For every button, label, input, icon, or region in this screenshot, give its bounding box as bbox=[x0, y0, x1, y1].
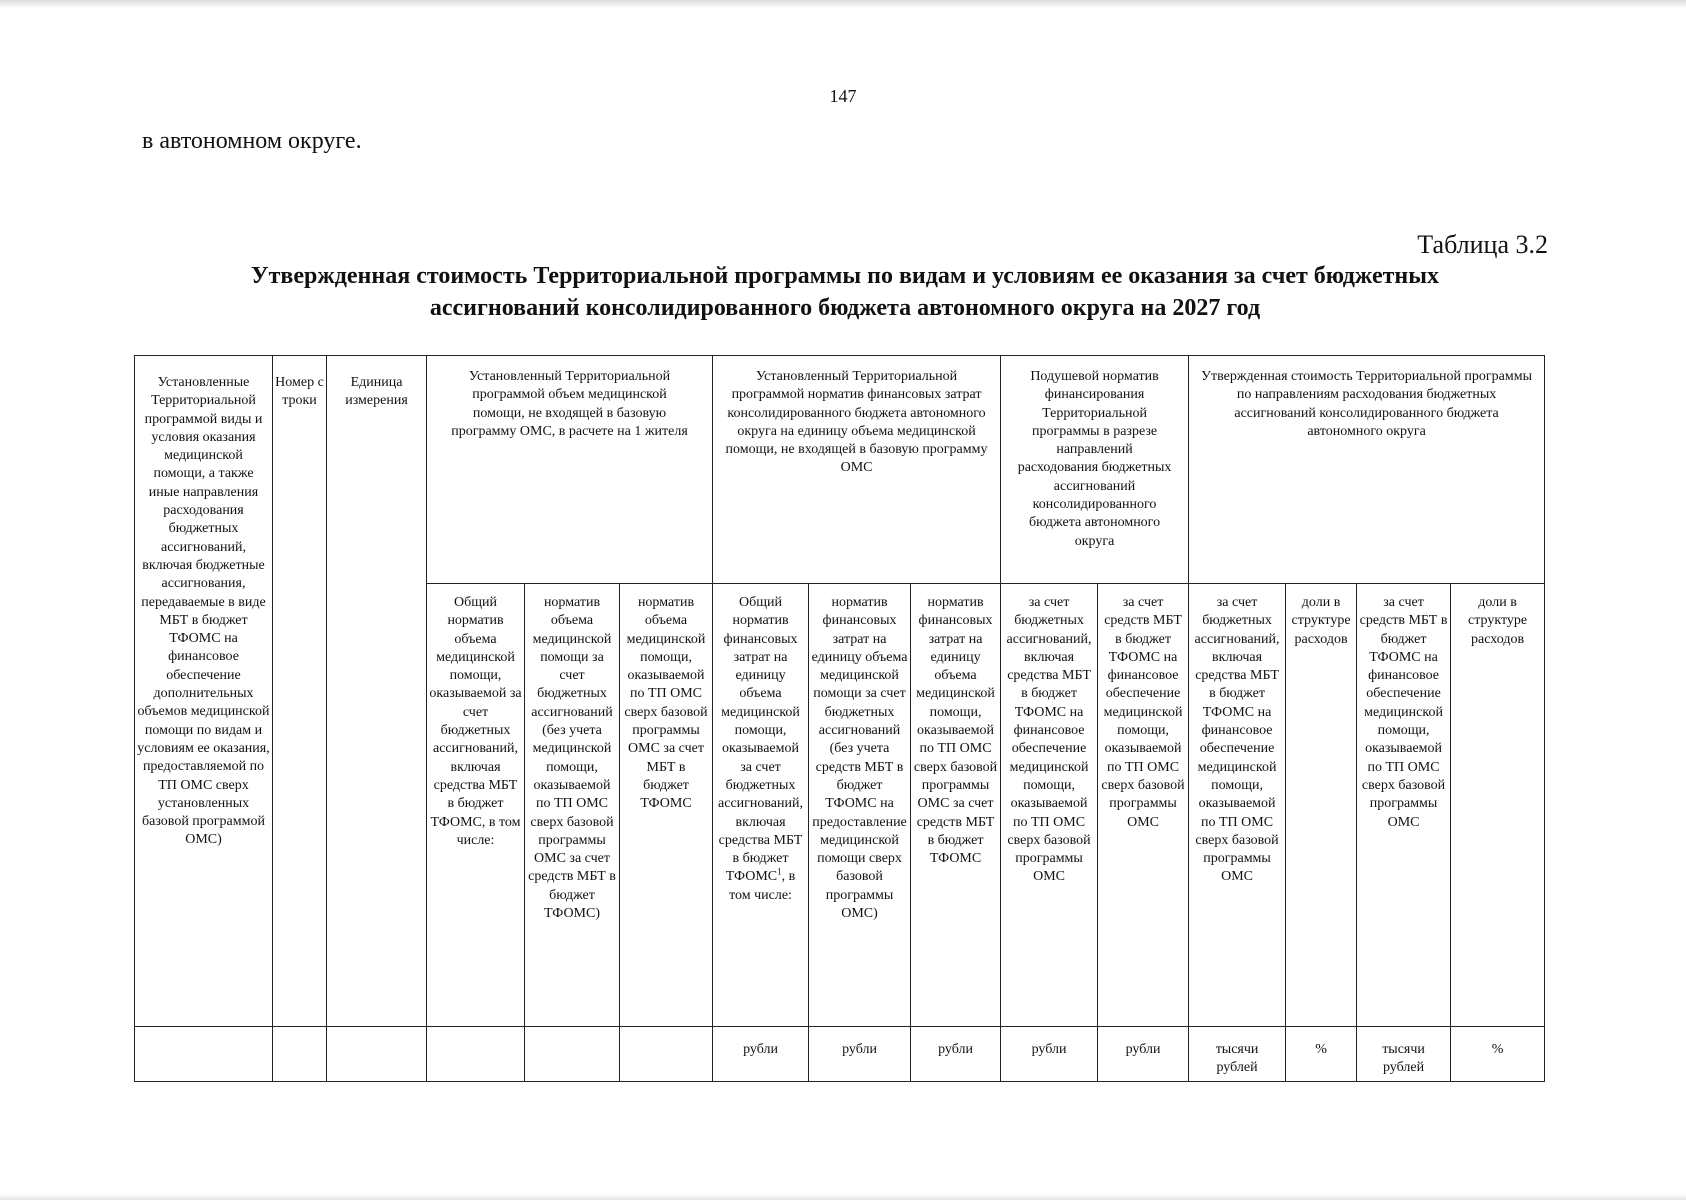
unit-g2-budget-cost: рубли bbox=[809, 1027, 911, 1082]
unit-cell-empty bbox=[620, 1027, 713, 1082]
header-g1-mbt-volume: норматив объема медицинской помощи, оказываемой по ТП ОМС сверх базовой программы ОМС за счет МБТ в бюджет ТФОМС bbox=[620, 584, 713, 1027]
header-row-groups bbox=[135, 356, 1545, 584]
header-unit: Единица измерения bbox=[327, 356, 427, 1027]
unit-g4-budget: тысячи рублей bbox=[1189, 1027, 1286, 1082]
unit-g3-budget: рубли bbox=[1001, 1027, 1098, 1082]
header-row-number: Номер строки bbox=[273, 356, 327, 1027]
cost-table bbox=[134, 355, 1545, 1082]
header-group-per-capita: Подушевой норматив финансирования Территориальной программы в разрезе направлений расходования бюджетных ассигнований консолидированного бюджета автономного округа bbox=[1001, 356, 1189, 584]
units-row bbox=[135, 1027, 1545, 1082]
page-number: 147 bbox=[829, 86, 857, 106]
unit-cell-empty bbox=[427, 1027, 525, 1082]
header-g3-mbt: за счет средств МБТ в бюджет ТФОМС на финансовое обеспечение медицинской помощи, оказываемой по ТП ОМС сверх базовой программы ОМС bbox=[1098, 584, 1189, 1027]
header-g2-total-cost bbox=[713, 584, 809, 1027]
header-service-types: Установленные Территориальной программой виды и условия оказания медицинской помощи, а также иные направления расходования бюджетных ассигнований, включая бюджетные ассигнования, передаваемые в виде МБТ в бюджет ТФОМС на финансовое обеспечение дополнительных объемов медицинской помощи по видам и условиям ее оказания, предоставляемой по ТП ОМС сверх установленных базовой программой ОМС) bbox=[135, 356, 273, 1027]
header-group-approved-cost: Утвержденная стоимость Территориальной программы по направлениям расходования бюджетных ассигнований консолидированного бюджета автономного округа bbox=[1189, 356, 1545, 584]
header-g3-budget: за счет бюджетных ассигнований, включая средства МБТ в бюджет ТФОМС на финансовое обеспечение медицинской помощи, оказываемой по ТП ОМС сверх базовой программы ОМС bbox=[1001, 584, 1098, 1027]
unit-g2-mbt-cost: рубли bbox=[911, 1027, 1001, 1082]
header-g2-total-cost-tail: , в том числе: bbox=[729, 869, 796, 903]
unit-g3-mbt: рубли bbox=[1098, 1027, 1189, 1082]
table-title bbox=[130, 260, 1560, 324]
header-g4-mbt: за счет средств МБТ в бюджет ТФОМС на финансовое обеспечение медицинской помощи, оказываемой по ТП ОМС сверх базовой программы ОМС bbox=[1357, 584, 1451, 1027]
footnote-marker: 1 bbox=[777, 866, 782, 877]
header-g1-total-volume: Общий норматив объема медицинской помощи, оказываемой за счет бюджетных ассигнований, включая средства МБТ в бюджет ТФОМС, в том числе: bbox=[427, 584, 525, 1027]
unit-g2-total-cost: рубли bbox=[713, 1027, 809, 1082]
unit-g4-mbt-share: % bbox=[1451, 1027, 1545, 1082]
header-group-cost-norm: Установленный Территориальной программой норматив финансовых затрат консолидированного бюджета автономного округа на единицу объема медицинской помощи, не входящей в базовую программу ОМС bbox=[713, 356, 1001, 584]
scan-edge-bottom bbox=[0, 1194, 1686, 1200]
header-g4-mbt-share: доли в структуре расходов bbox=[1451, 584, 1545, 1027]
header-g2-mbt-cost: норматив финансовых затрат на единицу объема медицинской помощи, оказываемой по ТП ОМС сверх базовой программы ОМС за счет средств МБТ в бюджет ТФОМС bbox=[911, 584, 1001, 1027]
header-g4-budget-share: доли в структуре расходов bbox=[1286, 584, 1357, 1027]
unit-cell-empty bbox=[327, 1027, 427, 1082]
header-g1-budget-volume: норматив объема медицинской помощи за счет бюджетных ассигнований (без учета медицинской помощи, оказываемой по ТП ОМС сверх базовой программы ОМС за счет средств МБТ в бюджет ТФОМС) bbox=[525, 584, 620, 1027]
unit-cell-empty bbox=[525, 1027, 620, 1082]
table-title-line-2: ассигнований консолидированного бюджета автономного округа на 2027 год bbox=[429, 295, 1261, 321]
unit-g4-mbt: тысячи рублей bbox=[1357, 1027, 1451, 1082]
intro-text: в автономном округе. bbox=[142, 128, 362, 154]
header-g2-budget-cost: норматив финансовых затрат на единицу объема медицинской помощи за счет бюджетных ассигнований (без учета средств МБТ в бюджет ТФОМС на предоставление медицинской помощи сверх базовой программы ОМС) bbox=[809, 584, 911, 1027]
table-label: Таблица 3.2 bbox=[1417, 230, 1548, 259]
unit-g4-budget-share: % bbox=[1286, 1027, 1357, 1082]
header-group-volume: Установленный Территориальной программой объем медицинской помощи, не входящей в базовую программу ОМС, в расчете на 1 жителя bbox=[427, 356, 713, 584]
table-title-line-1: Утвержденная стоимость Территориальной программы по видам и условиям ее оказания за счет бюджетных bbox=[251, 263, 1439, 289]
unit-cell-empty bbox=[273, 1027, 327, 1082]
header-g2-total-cost-text: Общий норматив финансовых затрат на единицу объема медицинской помощи, оказываемой за счет бюджетных ассигнований, включая средства МБТ в бюджет ТФОМС bbox=[718, 595, 803, 885]
unit-cell-empty bbox=[135, 1027, 273, 1082]
header-g4-budget: за счет бюджетных ассигнований, включая средства МБТ в бюджет ТФОМС на финансовое обеспечение медицинской помощи, оказываемой по ТП ОМС сверх базовой программы ОМС bbox=[1189, 584, 1286, 1027]
scan-edge-top bbox=[0, 0, 1686, 8]
